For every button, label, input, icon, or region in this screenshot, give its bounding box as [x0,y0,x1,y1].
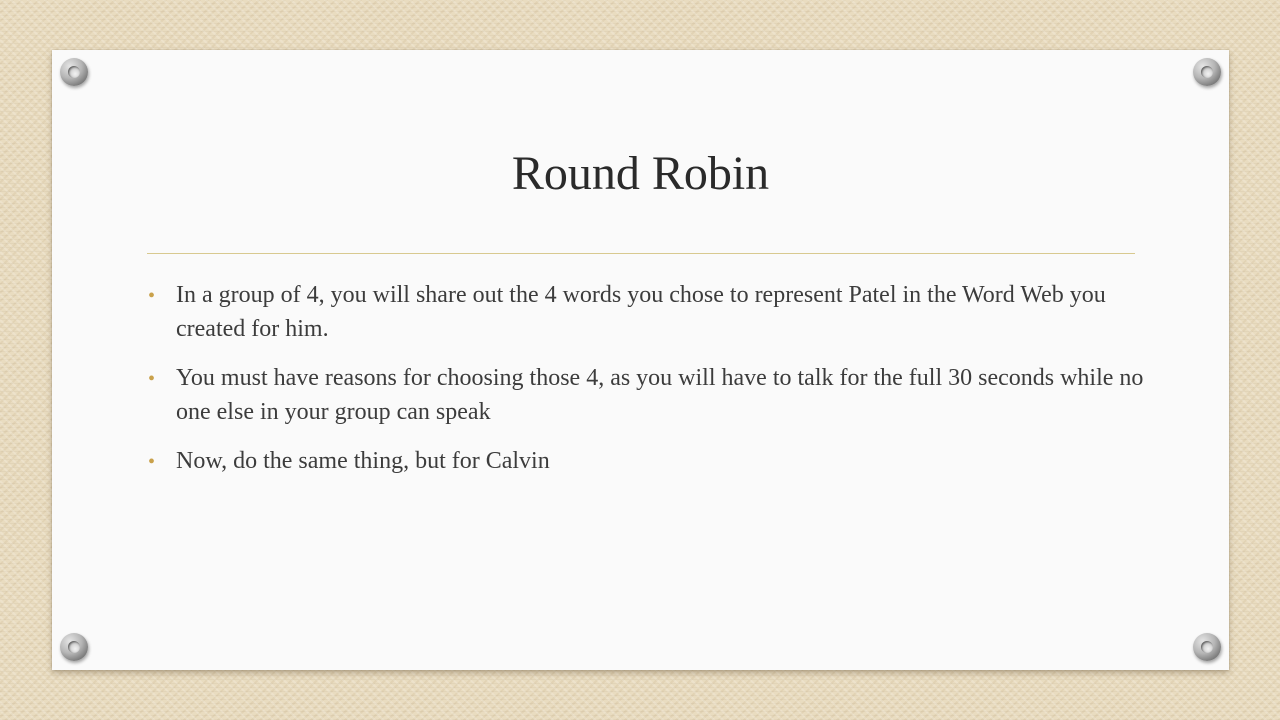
bullet-text: You must have reasons for choosing those 4, as you will have to talk for the full 30 seconds while no one else in your group can speak [176,365,1144,425]
slide-title: Round Robin [511,147,770,200]
bullet-list [148,278,1145,493]
bullet-icon: • [148,285,156,307]
grommet-icon [1193,633,1221,661]
bullet-text: In a group of 4, you will share out the 4 words you chose to represent Patel in the Word Web you created for him. [176,282,1106,342]
bullet-item [148,361,1145,429]
bullet-item [148,444,1145,478]
slide-card [52,50,1229,670]
grommet-icon [60,633,88,661]
grommet-icon [1193,58,1221,86]
grommet-icon [60,58,88,86]
bullet-item [148,278,1145,346]
title-divider [147,253,1135,254]
bullet-icon: • [148,368,156,390]
bullet-icon: • [148,451,156,473]
bullet-text: Now, do the same thing, but for Calvin [176,448,550,474]
